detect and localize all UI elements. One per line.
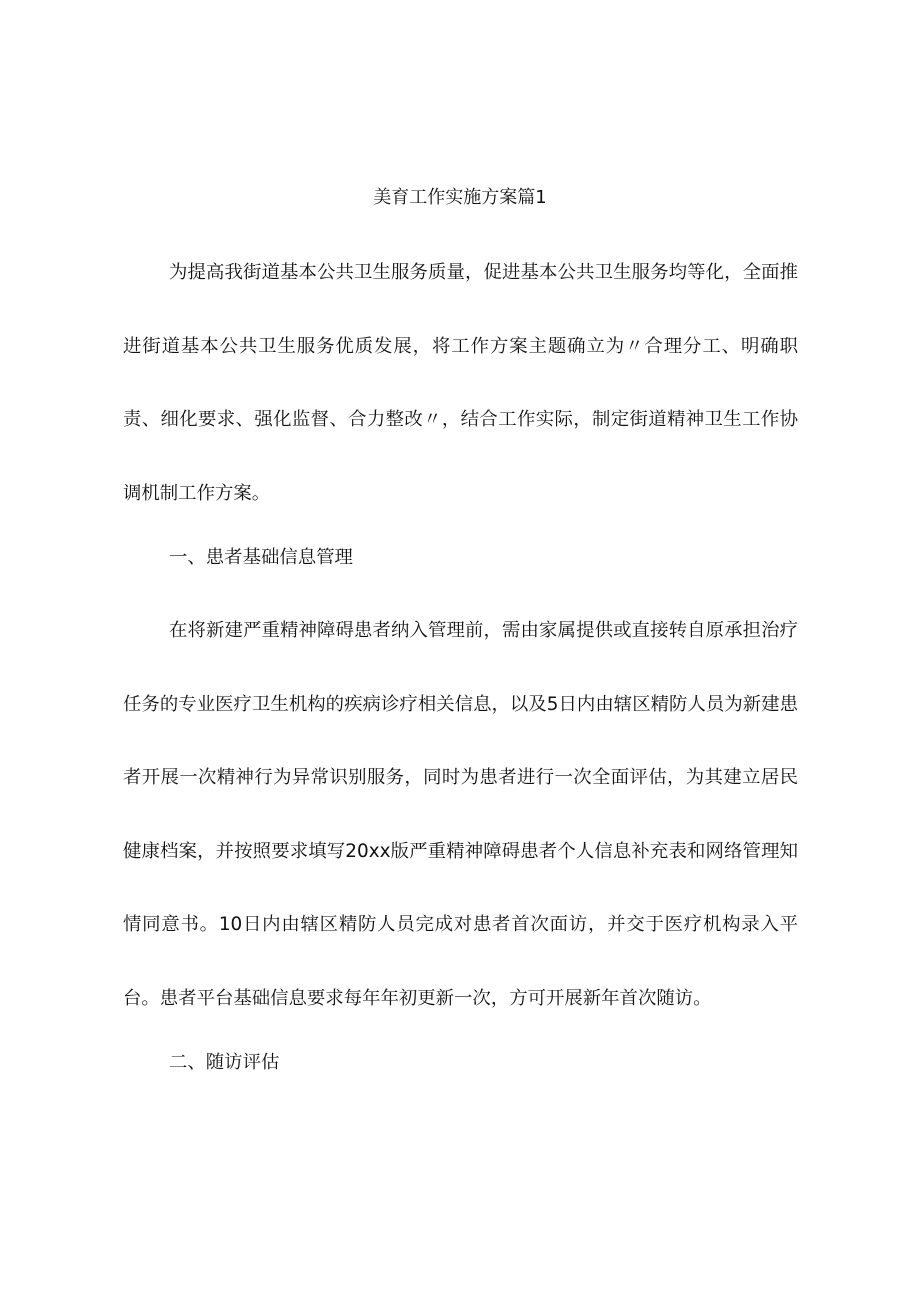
section-heading-2: 二、随访评估 bbox=[169, 1052, 280, 1073]
section-heading-1: 一、患者基础信息管理 bbox=[169, 547, 353, 568]
document-title: 美育工作实施方案篇1 bbox=[373, 187, 547, 208]
section-1-paragraph: 在将新建严重精神障碍患者纳入管理前，需由家属提供或直接转自原承担治疗任务的专业医疗卫生机构的疾病诊疗相关信息，以及5日内由辖区精防人员为新建患者开展一次精神行为异常识别服务，同时为患者进行一次全面评估，为其建立居民健康档案，并按照要求填写20xx版严重精神障碍患者个人信息补充表和网络管理知情同意书。10日内由辖区精防人员完成对患者首次面访，并交于医疗机构录入平台。患者平台基础信息要求每年年初更新一次，方可开展新年首次随访。 bbox=[123, 620, 798, 1009]
intro-paragraph: 为提高我街道基本公共卫生服务质量，促进基本公共卫生服务均等化，全面推进街道基本公共卫生服务优质发展，将工作方案主题确立为〃合理分工、明确职责、细化要求、强化监督、合力整改〃，结合工作实际，制定街道精神卫生工作协调机制工作方案。 bbox=[123, 262, 798, 504]
